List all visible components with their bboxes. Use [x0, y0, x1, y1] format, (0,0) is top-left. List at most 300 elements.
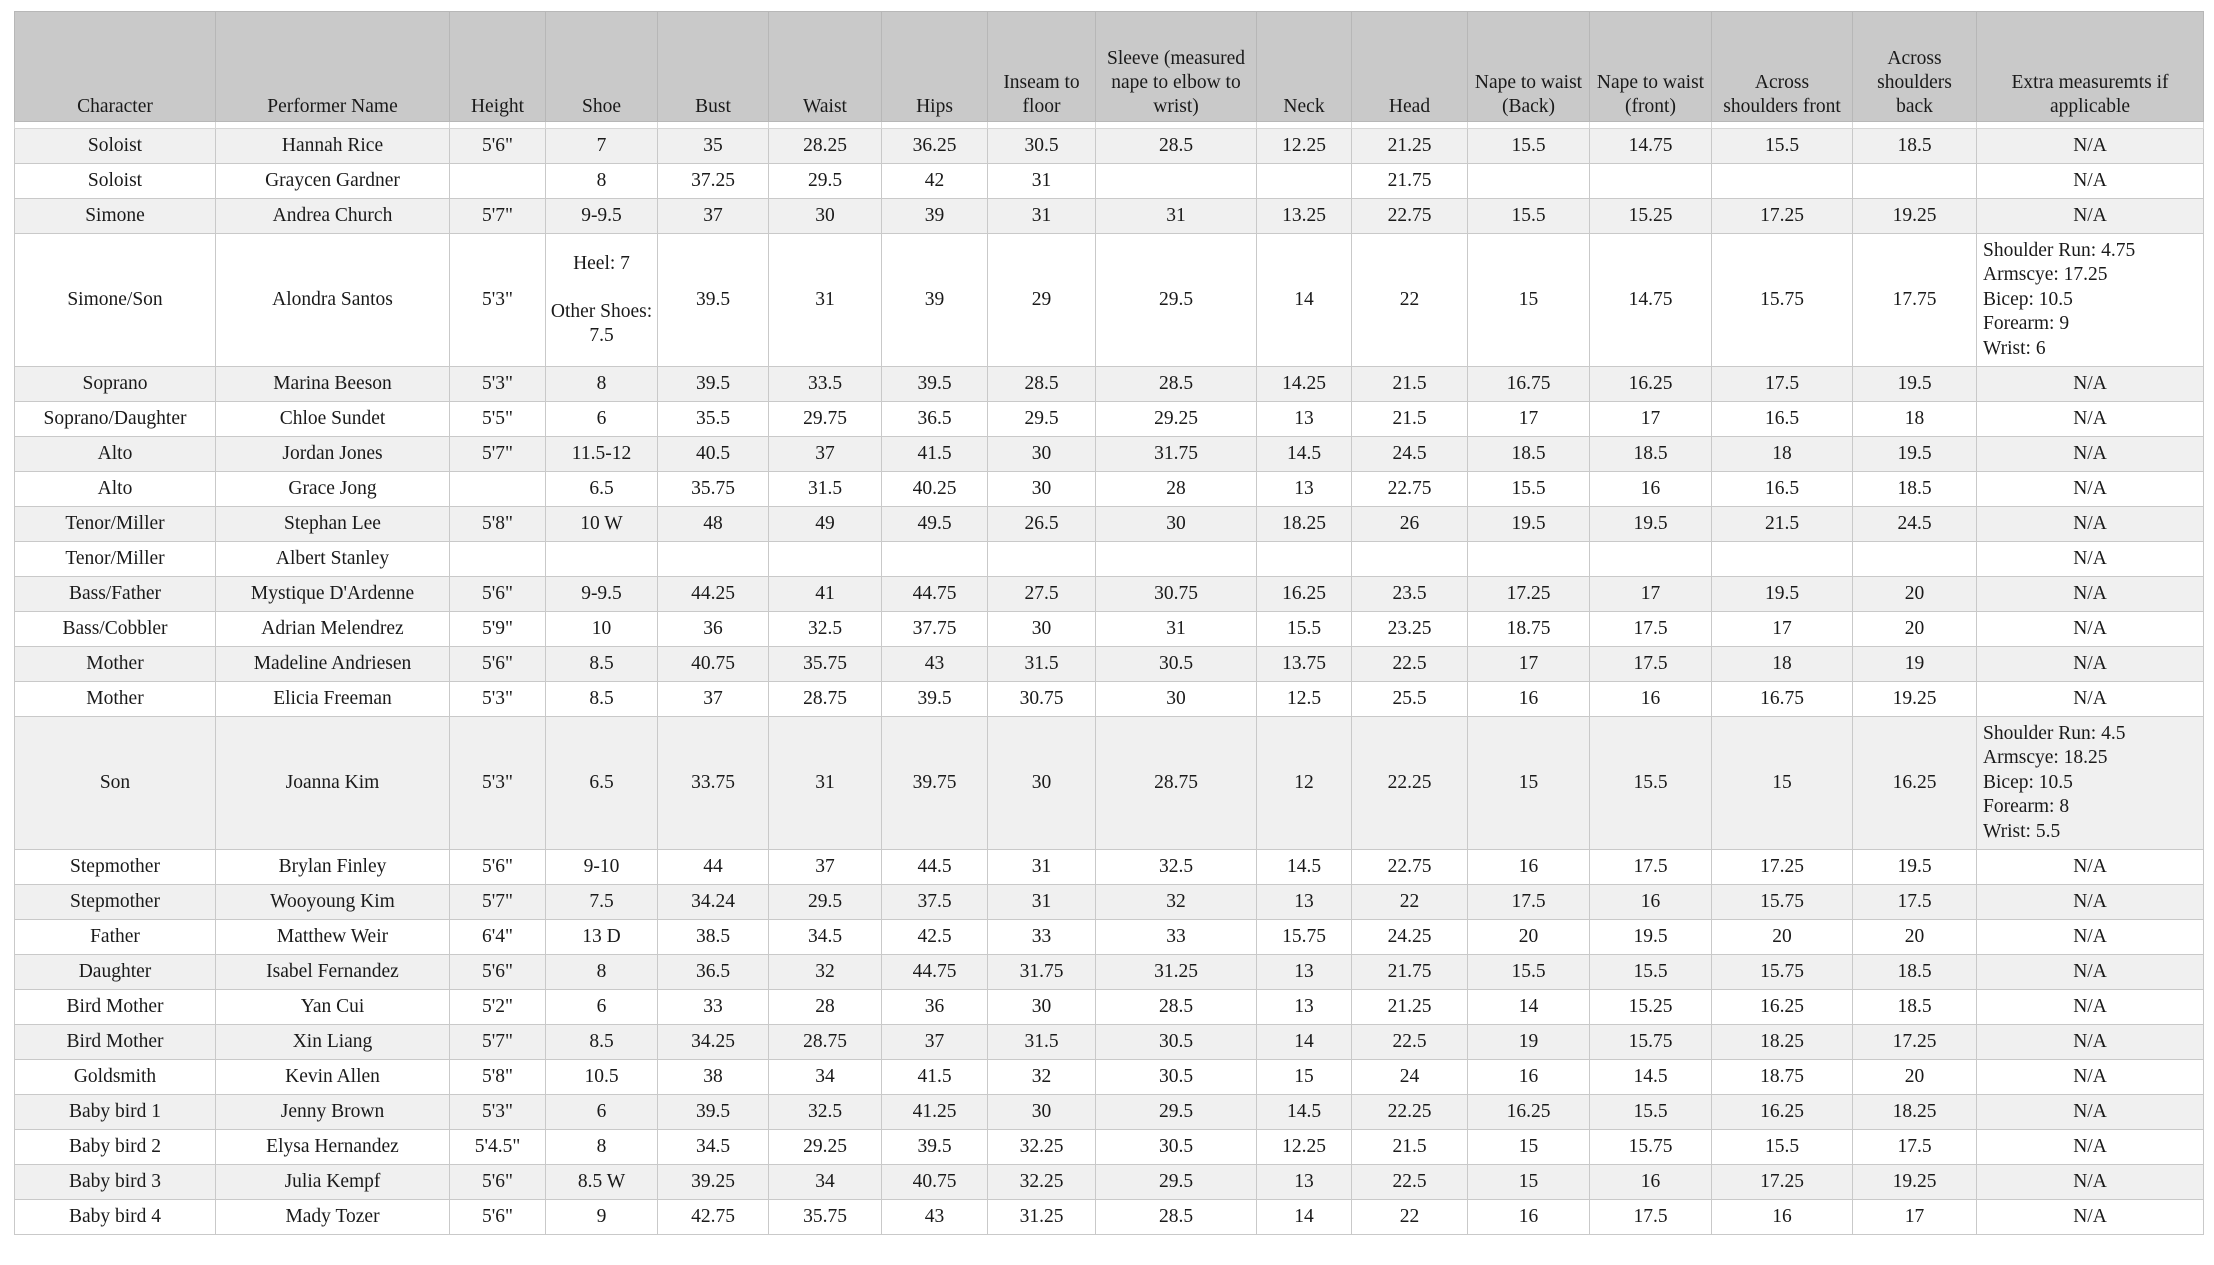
col-header-hips[interactable]: Hips: [882, 12, 988, 122]
cell-performer-name[interactable]: Andrea Church: [216, 199, 450, 234]
cell-height[interactable]: 5'6": [450, 647, 546, 682]
cell-neck[interactable]: 13: [1257, 472, 1352, 507]
cell-nape-to-waist-back[interactable]: 18.5: [1468, 437, 1590, 472]
cell-extra-measurements[interactable]: N/A: [1977, 472, 2204, 507]
cell-across-shoulders-back[interactable]: 19.25: [1853, 1165, 1977, 1200]
cell-nape-to-waist-front[interactable]: 15.5: [1590, 1095, 1712, 1130]
cell-nape-to-waist-front[interactable]: 16.25: [1590, 367, 1712, 402]
cell-extra-measurements[interactable]: [1977, 717, 2204, 850]
cell-shoe[interactable]: 6: [546, 402, 658, 437]
cell-waist[interactable]: 30: [769, 199, 882, 234]
cell-height[interactable]: 5'3": [450, 367, 546, 402]
cell-performer-name[interactable]: Alondra Santos: [216, 234, 450, 367]
cell-shoe[interactable]: 9-10: [546, 850, 658, 885]
cell-waist[interactable]: 29.5: [769, 885, 882, 920]
col-header-bust[interactable]: Bust: [658, 12, 769, 122]
cell-head[interactable]: 22.5: [1352, 647, 1468, 682]
cell-extra-measurements[interactable]: N/A: [1977, 367, 2204, 402]
cell-waist[interactable]: 34: [769, 1060, 882, 1095]
cell-height[interactable]: [450, 542, 546, 577]
cell-character[interactable]: Tenor/Miller: [15, 507, 216, 542]
cell-character[interactable]: Baby bird 4: [15, 1200, 216, 1235]
cell-across-shoulders-front[interactable]: 17.25: [1712, 1165, 1853, 1200]
cell-waist[interactable]: 28.75: [769, 1025, 882, 1060]
cell-neck[interactable]: 14: [1257, 1025, 1352, 1060]
cell-inseam[interactable]: 31: [988, 164, 1096, 199]
cell-head[interactable]: 22.75: [1352, 199, 1468, 234]
cell-waist[interactable]: 33.5: [769, 367, 882, 402]
cell-character[interactable]: Bass/Cobbler: [15, 612, 216, 647]
cell-shoe[interactable]: 10: [546, 612, 658, 647]
cell-head[interactable]: 21.75: [1352, 164, 1468, 199]
cell-head[interactable]: 21.25: [1352, 129, 1468, 164]
cell-nape-to-waist-front[interactable]: 15.75: [1590, 1130, 1712, 1165]
cell-height[interactable]: 5'2": [450, 990, 546, 1025]
cell-height[interactable]: 5'6": [450, 577, 546, 612]
cell-inseam[interactable]: 31: [988, 850, 1096, 885]
cell-neck[interactable]: 15.5: [1257, 612, 1352, 647]
cell-inseam[interactable]: 28.5: [988, 367, 1096, 402]
cell-height[interactable]: 5'6": [450, 1200, 546, 1235]
cell-height[interactable]: 5'8": [450, 507, 546, 542]
cell-nape-to-waist-front[interactable]: 15.25: [1590, 199, 1712, 234]
cell-extra-measurements[interactable]: N/A: [1977, 1095, 2204, 1130]
cell-nape-to-waist-front[interactable]: 14.5: [1590, 1060, 1712, 1095]
cell-extra-measurements[interactable]: N/A: [1977, 129, 2204, 164]
cell-sleeve[interactable]: 28: [1096, 472, 1257, 507]
cell-waist[interactable]: 32.5: [769, 1095, 882, 1130]
cell-extra-measurements[interactable]: N/A: [1977, 885, 2204, 920]
cell-across-shoulders-front[interactable]: 16.25: [1712, 1095, 1853, 1130]
cell-shoe[interactable]: 6: [546, 1095, 658, 1130]
cell-bust[interactable]: [658, 542, 769, 577]
cell-hips[interactable]: 37.5: [882, 885, 988, 920]
cell-hips[interactable]: 42.5: [882, 920, 988, 955]
cell-shoe[interactable]: 9-9.5: [546, 199, 658, 234]
cell-hips[interactable]: 41.5: [882, 437, 988, 472]
cell-across-shoulders-front[interactable]: 17.25: [1712, 850, 1853, 885]
cell-inseam[interactable]: 31.25: [988, 1200, 1096, 1235]
cell-head[interactable]: 21.5: [1352, 1130, 1468, 1165]
cell-extra-measurements[interactable]: N/A: [1977, 990, 2204, 1025]
cell-inseam[interactable]: 31: [988, 885, 1096, 920]
cell-nape-to-waist-back[interactable]: 16.25: [1468, 1095, 1590, 1130]
cell-across-shoulders-front[interactable]: 15.75: [1712, 234, 1853, 367]
cell-shoe[interactable]: 9-9.5: [546, 577, 658, 612]
cell-extra-measurements[interactable]: N/A: [1977, 199, 2204, 234]
cell-extra-measurements[interactable]: N/A: [1977, 682, 2204, 717]
cell-across-shoulders-back[interactable]: 17.75: [1853, 234, 1977, 367]
cell-hips[interactable]: 49.5: [882, 507, 988, 542]
cell-across-shoulders-back[interactable]: 19.5: [1853, 367, 1977, 402]
cell-head[interactable]: 21.75: [1352, 955, 1468, 990]
cell-across-shoulders-front[interactable]: 17.5: [1712, 367, 1853, 402]
cell-sleeve[interactable]: 30: [1096, 507, 1257, 542]
cell-sleeve[interactable]: 31.75: [1096, 437, 1257, 472]
cell-across-shoulders-front[interactable]: 16.25: [1712, 990, 1853, 1025]
cell-nape-to-waist-front[interactable]: [1590, 164, 1712, 199]
cell-extra-measurements[interactable]: [1977, 234, 2204, 367]
cell-height[interactable]: 5'7": [450, 1025, 546, 1060]
cell-nape-to-waist-front[interactable]: 16: [1590, 1165, 1712, 1200]
cell-neck[interactable]: 13: [1257, 1165, 1352, 1200]
cell-extra-measurements[interactable]: N/A: [1977, 955, 2204, 990]
cell-shoe[interactable]: [546, 542, 658, 577]
cell-neck[interactable]: 14.5: [1257, 850, 1352, 885]
cell-across-shoulders-front[interactable]: 15.75: [1712, 885, 1853, 920]
cell-nape-to-waist-back[interactable]: [1468, 164, 1590, 199]
cell-extra-measurements[interactable]: N/A: [1977, 437, 2204, 472]
cell-head[interactable]: 22: [1352, 885, 1468, 920]
cell-inseam[interactable]: 30: [988, 437, 1096, 472]
cell-nape-to-waist-back[interactable]: 19.5: [1468, 507, 1590, 542]
cell-extra-measurements[interactable]: N/A: [1977, 1025, 2204, 1060]
cell-nape-to-waist-back[interactable]: 15.5: [1468, 129, 1590, 164]
cell-neck[interactable]: 13: [1257, 990, 1352, 1025]
cell-shoe[interactable]: 9: [546, 1200, 658, 1235]
cell-performer-name[interactable]: Graycen Gardner: [216, 164, 450, 199]
cell-head[interactable]: 23.25: [1352, 612, 1468, 647]
cell-waist[interactable]: 37: [769, 437, 882, 472]
cell-waist[interactable]: 28.25: [769, 129, 882, 164]
cell-hips[interactable]: 43: [882, 647, 988, 682]
cell-across-shoulders-front[interactable]: 18: [1712, 437, 1853, 472]
cell-character[interactable]: Soprano: [15, 367, 216, 402]
cell-height[interactable]: 5'8": [450, 1060, 546, 1095]
cell-performer-name[interactable]: Elysa Hernandez: [216, 1130, 450, 1165]
cell-sleeve[interactable]: 29.25: [1096, 402, 1257, 437]
cell-hips[interactable]: 44.5: [882, 850, 988, 885]
cell-sleeve[interactable]: [1096, 542, 1257, 577]
cell-across-shoulders-front[interactable]: [1712, 542, 1853, 577]
cell-shoe[interactable]: 6: [546, 990, 658, 1025]
cell-waist[interactable]: 29.5: [769, 164, 882, 199]
cell-hips[interactable]: 41.5: [882, 1060, 988, 1095]
cell-shoe[interactable]: [546, 234, 658, 367]
cell-character[interactable]: Simone/Son: [15, 234, 216, 367]
cell-extra-measurements[interactable]: N/A: [1977, 612, 2204, 647]
cell-sleeve[interactable]: 30.5: [1096, 1130, 1257, 1165]
cell-height[interactable]: 5'6": [450, 955, 546, 990]
cell-bust[interactable]: 34.5: [658, 1130, 769, 1165]
cell-character[interactable]: Baby bird 1: [15, 1095, 216, 1130]
cell-nape-to-waist-back[interactable]: 15.5: [1468, 955, 1590, 990]
cell-performer-name[interactable]: Elicia Freeman: [216, 682, 450, 717]
cell-across-shoulders-back[interactable]: 20: [1853, 920, 1977, 955]
cell-hips[interactable]: 44.75: [882, 577, 988, 612]
cell-nape-to-waist-back[interactable]: 15: [1468, 234, 1590, 367]
cell-inseam[interactable]: 31.5: [988, 1025, 1096, 1060]
cell-sleeve[interactable]: 28.75: [1096, 717, 1257, 850]
cell-sleeve[interactable]: 28.5: [1096, 367, 1257, 402]
cell-nape-to-waist-front[interactable]: 17.5: [1590, 1200, 1712, 1235]
cell-neck[interactable]: 13: [1257, 955, 1352, 990]
cell-head[interactable]: 22.25: [1352, 717, 1468, 850]
cell-neck[interactable]: 14: [1257, 234, 1352, 367]
cell-waist[interactable]: 37: [769, 850, 882, 885]
cell-height[interactable]: 5'6": [450, 1165, 546, 1200]
cell-nape-to-waist-front[interactable]: [1590, 542, 1712, 577]
cell-sleeve[interactable]: 31.25: [1096, 955, 1257, 990]
cell-across-shoulders-back[interactable]: 19.5: [1853, 850, 1977, 885]
cell-waist[interactable]: 35.75: [769, 1200, 882, 1235]
cell-height[interactable]: 5'6": [450, 129, 546, 164]
cell-across-shoulders-front[interactable]: 15.5: [1712, 1130, 1853, 1165]
cell-performer-name[interactable]: Isabel Fernandez: [216, 955, 450, 990]
cell-nape-to-waist-back[interactable]: 16: [1468, 1060, 1590, 1095]
cell-waist[interactable]: 34.5: [769, 920, 882, 955]
cell-shoe[interactable]: 6.5: [546, 472, 658, 507]
cell-across-shoulders-back[interactable]: 17.5: [1853, 1130, 1977, 1165]
cell-neck[interactable]: 14.25: [1257, 367, 1352, 402]
cell-bust[interactable]: 42.75: [658, 1200, 769, 1235]
cell-sleeve[interactable]: 29.5: [1096, 1095, 1257, 1130]
cell-shoe[interactable]: 11.5-12: [546, 437, 658, 472]
cell-character[interactable]: Stepmother: [15, 885, 216, 920]
cell-nape-to-waist-front[interactable]: 19.5: [1590, 507, 1712, 542]
cell-hips[interactable]: 36.25: [882, 129, 988, 164]
col-header-head[interactable]: Head: [1352, 12, 1468, 122]
cell-shoe[interactable]: 8: [546, 164, 658, 199]
cell-sleeve[interactable]: 30.5: [1096, 1025, 1257, 1060]
cell-extra-measurements[interactable]: N/A: [1977, 507, 2204, 542]
cell-performer-name[interactable]: Jenny Brown: [216, 1095, 450, 1130]
cell-height[interactable]: 6'4": [450, 920, 546, 955]
cell-height[interactable]: [450, 164, 546, 199]
cell-character[interactable]: Stepmother: [15, 850, 216, 885]
cell-across-shoulders-back[interactable]: 17: [1853, 1200, 1977, 1235]
cell-hips[interactable]: 39.5: [882, 1130, 988, 1165]
cell-extra-measurements[interactable]: N/A: [1977, 542, 2204, 577]
cell-bust[interactable]: 44: [658, 850, 769, 885]
cell-nape-to-waist-front[interactable]: 17: [1590, 577, 1712, 612]
cell-across-shoulders-back[interactable]: 19.5: [1853, 437, 1977, 472]
cell-across-shoulders-back[interactable]: 17.5: [1853, 885, 1977, 920]
cell-hips[interactable]: 40.25: [882, 472, 988, 507]
cell-hips[interactable]: 37.75: [882, 612, 988, 647]
cell-waist[interactable]: 32: [769, 955, 882, 990]
cell-inseam[interactable]: 29: [988, 234, 1096, 367]
cell-bust[interactable]: 34.24: [658, 885, 769, 920]
cell-head[interactable]: 21.5: [1352, 402, 1468, 437]
cell-inseam[interactable]: 31: [988, 199, 1096, 234]
cell-hips[interactable]: 41.25: [882, 1095, 988, 1130]
cell-hips[interactable]: 42: [882, 164, 988, 199]
cell-character[interactable]: Baby bird 2: [15, 1130, 216, 1165]
cell-neck[interactable]: 14: [1257, 1200, 1352, 1235]
col-header-neck[interactable]: Neck: [1257, 12, 1352, 122]
cell-across-shoulders-front[interactable]: 18: [1712, 647, 1853, 682]
cell-head[interactable]: 24: [1352, 1060, 1468, 1095]
cell-head[interactable]: 22.25: [1352, 1095, 1468, 1130]
cell-waist[interactable]: 31: [769, 234, 882, 367]
cell-sleeve[interactable]: 28.5: [1096, 990, 1257, 1025]
cell-hips[interactable]: 36.5: [882, 402, 988, 437]
cell-performer-name[interactable]: Adrian Melendrez: [216, 612, 450, 647]
cell-bust[interactable]: 39.5: [658, 1095, 769, 1130]
cell-inseam[interactable]: 32.25: [988, 1165, 1096, 1200]
cell-neck[interactable]: [1257, 542, 1352, 577]
cell-nape-to-waist-front[interactable]: 15.5: [1590, 717, 1712, 850]
cell-hips[interactable]: 36: [882, 990, 988, 1025]
cell-nape-to-waist-back[interactable]: 16: [1468, 682, 1590, 717]
cell-character[interactable]: Goldsmith: [15, 1060, 216, 1095]
col-header-across-shoulders-back[interactable]: Across shoulders back: [1853, 12, 1977, 122]
cell-bust[interactable]: 36.5: [658, 955, 769, 990]
cell-bust[interactable]: 44.25: [658, 577, 769, 612]
col-header-nape-to-waist-front[interactable]: Nape to waist (front): [1590, 12, 1712, 122]
cell-bust[interactable]: 39.5: [658, 234, 769, 367]
cell-across-shoulders-back[interactable]: 20: [1853, 1060, 1977, 1095]
cell-across-shoulders-front[interactable]: 15.5: [1712, 129, 1853, 164]
cell-shoe[interactable]: 10.5: [546, 1060, 658, 1095]
cell-extra-measurements[interactable]: N/A: [1977, 164, 2204, 199]
cell-head[interactable]: 21.25: [1352, 990, 1468, 1025]
cell-extra-measurements[interactable]: N/A: [1977, 1165, 2204, 1200]
cell-head[interactable]: 22.75: [1352, 472, 1468, 507]
cell-height[interactable]: 5'4.5": [450, 1130, 546, 1165]
cell-shoe[interactable]: 7: [546, 129, 658, 164]
cell-across-shoulders-back[interactable]: 24.5: [1853, 507, 1977, 542]
cell-sleeve[interactable]: 30: [1096, 682, 1257, 717]
cell-waist[interactable]: 35.75: [769, 647, 882, 682]
cell-character[interactable]: Soloist: [15, 164, 216, 199]
cell-inseam[interactable]: 30: [988, 612, 1096, 647]
cell-performer-name[interactable]: Xin Liang: [216, 1025, 450, 1060]
cell-head[interactable]: 26: [1352, 507, 1468, 542]
cell-across-shoulders-back[interactable]: 20: [1853, 577, 1977, 612]
cell-hips[interactable]: 39: [882, 234, 988, 367]
cell-character[interactable]: Alto: [15, 437, 216, 472]
cell-neck[interactable]: 14.5: [1257, 437, 1352, 472]
cell-head[interactable]: 22: [1352, 234, 1468, 367]
cell-across-shoulders-back[interactable]: 18.5: [1853, 990, 1977, 1025]
cell-sleeve[interactable]: 29.5: [1096, 234, 1257, 367]
cell-nape-to-waist-front[interactable]: 17: [1590, 402, 1712, 437]
cell-neck[interactable]: 14.5: [1257, 1095, 1352, 1130]
cell-height[interactable]: [450, 472, 546, 507]
cell-waist[interactable]: 29.25: [769, 1130, 882, 1165]
cell-nape-to-waist-back[interactable]: [1468, 542, 1590, 577]
cell-bust[interactable]: 35.75: [658, 472, 769, 507]
cell-sleeve[interactable]: 32: [1096, 885, 1257, 920]
col-header-sleeve[interactable]: Sleeve (measured nape to elbow to wrist): [1096, 12, 1257, 122]
cell-across-shoulders-front[interactable]: [1712, 164, 1853, 199]
cell-nape-to-waist-back[interactable]: 16: [1468, 850, 1590, 885]
cell-height[interactable]: 5'3": [450, 234, 546, 367]
cell-inseam[interactable]: 27.5: [988, 577, 1096, 612]
col-header-waist[interactable]: Waist: [769, 12, 882, 122]
cell-bust[interactable]: 48: [658, 507, 769, 542]
cell-waist[interactable]: 28: [769, 990, 882, 1025]
cell-performer-name[interactable]: Joanna Kim: [216, 717, 450, 850]
cell-bust[interactable]: 40.5: [658, 437, 769, 472]
cell-across-shoulders-front[interactable]: 16.5: [1712, 402, 1853, 437]
cell-hips[interactable]: 39.5: [882, 682, 988, 717]
cell-hips[interactable]: [882, 542, 988, 577]
cell-nape-to-waist-front[interactable]: 16: [1590, 682, 1712, 717]
cell-extra-measurements[interactable]: N/A: [1977, 647, 2204, 682]
cell-height[interactable]: 5'3": [450, 1095, 546, 1130]
cell-nape-to-waist-front[interactable]: 17.5: [1590, 612, 1712, 647]
cell-across-shoulders-front[interactable]: 15.75: [1712, 955, 1853, 990]
cell-sleeve[interactable]: 32.5: [1096, 850, 1257, 885]
cell-across-shoulders-back[interactable]: 16.25: [1853, 717, 1977, 850]
cell-across-shoulders-front[interactable]: 17.25: [1712, 199, 1853, 234]
col-header-performer-name[interactable]: Performer Name: [216, 12, 450, 122]
cell-shoe[interactable]: 8.5: [546, 682, 658, 717]
cell-across-shoulders-back[interactable]: 20: [1853, 612, 1977, 647]
cell-across-shoulders-back[interactable]: [1853, 542, 1977, 577]
cell-inseam[interactable]: 30.5: [988, 129, 1096, 164]
cell-shoe[interactable]: 8: [546, 367, 658, 402]
cell-extra-measurements[interactable]: N/A: [1977, 577, 2204, 612]
cell-bust[interactable]: 39.25: [658, 1165, 769, 1200]
cell-neck[interactable]: 16.25: [1257, 577, 1352, 612]
col-header-height[interactable]: Height: [450, 12, 546, 122]
cell-neck[interactable]: 15: [1257, 1060, 1352, 1095]
cell-across-shoulders-front[interactable]: 18.75: [1712, 1060, 1853, 1095]
cell-nape-to-waist-back[interactable]: 17: [1468, 647, 1590, 682]
cell-inseam[interactable]: 30: [988, 990, 1096, 1025]
cell-extra-measurements[interactable]: N/A: [1977, 1060, 2204, 1095]
cell-neck[interactable]: 12.5: [1257, 682, 1352, 717]
cell-bust[interactable]: 37: [658, 682, 769, 717]
cell-inseam[interactable]: 31.5: [988, 647, 1096, 682]
cell-performer-name[interactable]: Wooyoung Kim: [216, 885, 450, 920]
cell-nape-to-waist-front[interactable]: 16: [1590, 885, 1712, 920]
cell-hips[interactable]: 43: [882, 1200, 988, 1235]
cell-character[interactable]: Mother: [15, 682, 216, 717]
cell-character[interactable]: Daughter: [15, 955, 216, 990]
cell-nape-to-waist-back[interactable]: 19: [1468, 1025, 1590, 1060]
cell-inseam[interactable]: 31.75: [988, 955, 1096, 990]
cell-head[interactable]: 23.5: [1352, 577, 1468, 612]
col-header-across-shoulders-front[interactable]: Across shoulders front: [1712, 12, 1853, 122]
cell-across-shoulders-front[interactable]: 19.5: [1712, 577, 1853, 612]
cell-nape-to-waist-back[interactable]: 17.5: [1468, 885, 1590, 920]
cell-waist[interactable]: 41: [769, 577, 882, 612]
cell-nape-to-waist-front[interactable]: 15.5: [1590, 955, 1712, 990]
cell-across-shoulders-back[interactable]: 17.25: [1853, 1025, 1977, 1060]
cell-nape-to-waist-back[interactable]: 14: [1468, 990, 1590, 1025]
cell-nape-to-waist-back[interactable]: 15: [1468, 717, 1590, 850]
cell-nape-to-waist-front[interactable]: 15.25: [1590, 990, 1712, 1025]
cell-height[interactable]: 5'5": [450, 402, 546, 437]
cell-performer-name[interactable]: Marina Beeson: [216, 367, 450, 402]
cell-neck[interactable]: 12: [1257, 717, 1352, 850]
cell-sleeve[interactable]: [1096, 164, 1257, 199]
cell-nape-to-waist-back[interactable]: 15.5: [1468, 199, 1590, 234]
col-header-character[interactable]: Character: [15, 12, 216, 122]
cell-performer-name[interactable]: Grace Jong: [216, 472, 450, 507]
cell-shoe[interactable]: 8.5 W: [546, 1165, 658, 1200]
cell-inseam[interactable]: 32: [988, 1060, 1096, 1095]
cell-nape-to-waist-front[interactable]: 17.5: [1590, 647, 1712, 682]
cell-height[interactable]: 5'7": [450, 437, 546, 472]
cell-performer-name[interactable]: Kevin Allen: [216, 1060, 450, 1095]
cell-nape-to-waist-front[interactable]: 18.5: [1590, 437, 1712, 472]
cell-across-shoulders-front[interactable]: 20: [1712, 920, 1853, 955]
cell-bust[interactable]: 38: [658, 1060, 769, 1095]
cell-shoe[interactable]: 10 W: [546, 507, 658, 542]
cell-waist[interactable]: 32.5: [769, 612, 882, 647]
cell-neck[interactable]: 13.25: [1257, 199, 1352, 234]
cell-performer-name[interactable]: Albert Stanley: [216, 542, 450, 577]
cell-sleeve[interactable]: 31: [1096, 199, 1257, 234]
cell-neck[interactable]: [1257, 164, 1352, 199]
col-header-extra-measurements[interactable]: Extra measuremts if applicable: [1977, 12, 2204, 122]
